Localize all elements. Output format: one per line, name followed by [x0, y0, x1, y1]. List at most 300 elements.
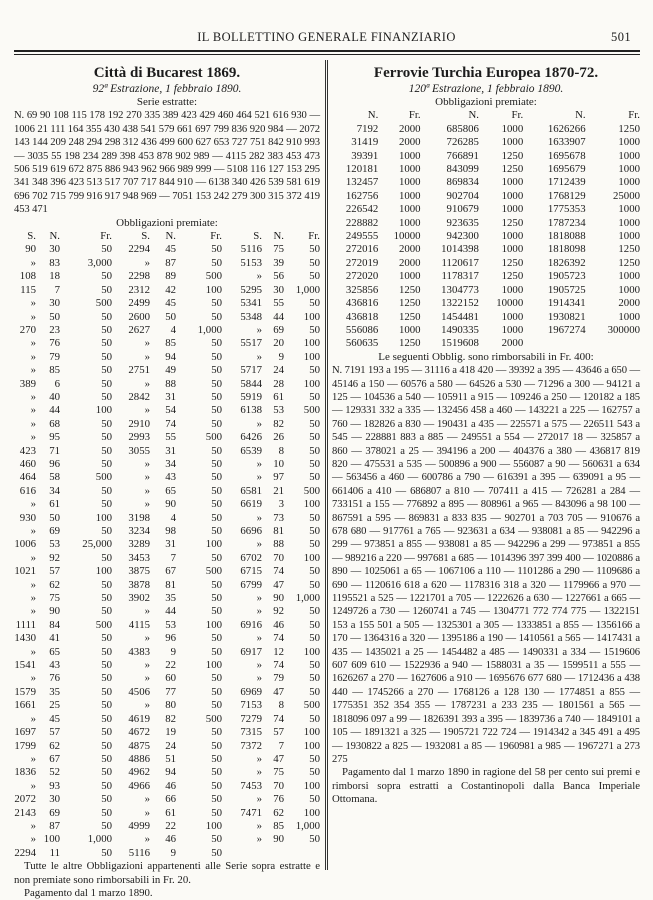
table-cell: 6539 [240, 444, 262, 457]
table-cell: 100 [205, 538, 222, 551]
table-cell: » [30, 712, 36, 725]
table-cell: » [30, 390, 36, 403]
table-row [332, 311, 640, 324]
table-cell: 90 [273, 833, 284, 846]
table-cell: 43 [165, 471, 176, 484]
table-cell: 31419 [351, 136, 379, 149]
table-cell: 500 [303, 484, 320, 497]
table-cell: » [30, 752, 36, 765]
table-cell: 4875 [128, 739, 150, 752]
table-cell: 1120617 [441, 256, 479, 269]
table-cell: » [30, 833, 36, 846]
table-row [332, 243, 640, 256]
table-cell: » [144, 471, 150, 484]
table-cell: 1000 [618, 310, 640, 323]
table-cell: 73 [273, 511, 284, 524]
table-cell: 55 [273, 297, 284, 310]
table-cell: 1000 [398, 203, 421, 216]
table-cell: 53 [49, 538, 60, 551]
table-cell: 100 [303, 645, 320, 658]
table-cell: 3878 [128, 578, 150, 591]
table-cell: 5153 [240, 256, 262, 269]
table-cell: 74 [273, 659, 284, 672]
table-cell: » [30, 498, 36, 511]
table-cell: » [256, 417, 262, 430]
table-cell: 1541 [14, 659, 36, 672]
table-cell: » [256, 659, 262, 672]
table-row [14, 753, 320, 766]
table-cell: 50 [211, 457, 222, 470]
table-cell: 226542 [345, 203, 379, 216]
table-row [14, 740, 320, 753]
right-prizes-label: Obbligazioni premiate: [435, 96, 537, 108]
table-cell: 50 [211, 484, 222, 497]
table-cell: 47 [273, 578, 284, 591]
table-cell: 50 [211, 739, 222, 752]
table-cell: 69 [49, 525, 60, 537]
table-cell: 50 [101, 779, 112, 792]
table-cell: 6702 [240, 551, 262, 564]
table-cell: 50 [101, 551, 112, 564]
table-cell: 50 [101, 739, 112, 752]
table-cell: 30 [273, 283, 284, 296]
left-table-header [14, 230, 320, 243]
table-cell: 3289 [128, 538, 150, 551]
table-cell: 1775353 [547, 203, 586, 216]
table-row [332, 176, 640, 189]
table-cell: 2000 [398, 122, 421, 135]
table-cell: 50 [211, 337, 222, 350]
table-cell: 228882 [345, 216, 379, 229]
table-cell: 50 [211, 525, 222, 537]
table-row [14, 605, 320, 618]
table-cell: 50 [101, 846, 112, 859]
table-cell: 1250 [501, 270, 524, 283]
table-cell: 70 [273, 779, 284, 792]
right-footer-note: Pagamento dal 1 marzo 1890 in ragione del 58 per cento sui premi e rimborsi sopra estratti a Costantinopoli dalla Banca Imperiale Ottomana. [332, 766, 640, 806]
table-cell: » [256, 538, 262, 551]
table-cell: 65 [165, 484, 176, 497]
table-cell: 100 [95, 404, 112, 417]
table-cell: 50 [101, 726, 112, 739]
table-cell: 9 [170, 645, 176, 658]
table-cell: » [144, 672, 150, 685]
table-cell: 93 [49, 779, 60, 792]
table-cell: 500 [205, 712, 222, 725]
table-cell: 87 [165, 256, 176, 269]
table-cell: 1000 [501, 189, 524, 202]
table-cell: 100 [303, 779, 320, 792]
table-cell: 90 [273, 592, 284, 605]
table-cell: 50 [309, 457, 320, 470]
table-cell: 7 [170, 551, 176, 564]
table-cell: 1430 [14, 632, 36, 645]
table-cell: 6138 [240, 404, 262, 417]
table-cell: 869834 [446, 176, 479, 189]
table-row [14, 592, 320, 605]
table-cell: 1,000 [295, 592, 320, 605]
table-cell: 1000 [398, 189, 421, 202]
right-col-header: N. [367, 109, 379, 122]
table-cell: 31 [165, 538, 176, 551]
table-cell: 50 [309, 243, 320, 256]
left-col-header: N. [165, 230, 176, 243]
table-row [332, 163, 640, 176]
table-cell: 5717 [240, 364, 262, 377]
table-cell: 1000 [501, 176, 524, 189]
series-label: Serie estratte: [136, 96, 198, 108]
table-cell: 726285 [446, 136, 479, 149]
left-col-header: N. [273, 230, 284, 243]
table-row [14, 713, 320, 726]
table-cell: 61 [273, 390, 284, 403]
table-cell: 42 [165, 283, 176, 296]
table-cell: 50 [101, 337, 112, 350]
table-cell: 83 [49, 256, 60, 269]
table-cell: » [30, 672, 36, 685]
table-cell: 1250 [398, 337, 421, 350]
table-cell: 24 [165, 739, 176, 752]
table-cell: 4672 [128, 726, 150, 739]
table-cell: 74 [165, 417, 176, 430]
table-cell: 50 [101, 390, 112, 403]
table-cell: 47 [273, 752, 284, 765]
table-cell: 1250 [398, 310, 421, 323]
table-cell: » [256, 605, 262, 618]
table-cell: 50 [309, 766, 320, 779]
table-cell: 1000 [501, 122, 524, 135]
table-cell: 50 [101, 457, 112, 470]
table-cell: 65 [49, 645, 60, 658]
table-cell: 3234 [128, 525, 150, 537]
table-cell: 50 [309, 578, 320, 591]
table-cell: 50 [101, 685, 112, 698]
table-row [14, 699, 320, 712]
page-header [0, 30, 653, 48]
table-row [14, 364, 320, 377]
table-cell: 3055 [128, 444, 150, 457]
table-cell: 50 [101, 645, 112, 658]
table-cell: » [256, 766, 262, 779]
left-col-header: N. [49, 230, 60, 243]
table-cell: 61 [49, 498, 60, 511]
table-cell: 50 [101, 793, 112, 806]
table-cell: 50 [211, 350, 222, 363]
table-cell: 4966 [128, 779, 150, 792]
table-cell: 923635 [446, 216, 479, 229]
table-row [14, 391, 320, 404]
table-cell: 57 [49, 726, 60, 739]
table-cell: 11 [49, 846, 60, 859]
table-cell: 2294 [128, 243, 150, 256]
table-cell: 120181 [345, 163, 379, 176]
table-cell: 50 [211, 672, 222, 685]
table-cell: 57 [49, 565, 60, 578]
table-cell: 50 [101, 752, 112, 765]
table-cell: » [30, 819, 36, 832]
table-cell: 6 [54, 377, 60, 390]
table-cell: 50 [101, 484, 112, 497]
table-cell: 100 [303, 337, 320, 350]
table-cell: 23 [49, 323, 60, 336]
table-cell: 1000 [501, 310, 524, 323]
table-row [332, 203, 640, 216]
table-cell: 7453 [240, 779, 262, 792]
table-cell [284, 847, 320, 860]
table-cell: 50 [101, 283, 112, 296]
table-cell: 50 [101, 592, 112, 605]
table-cell: 50 [309, 752, 320, 765]
table-cell: 685806 [446, 122, 479, 135]
table-cell: » [30, 551, 36, 564]
table-row [332, 150, 640, 163]
table-cell: 50 [101, 377, 112, 390]
table-cell: 843099 [446, 163, 479, 176]
table-cell: 90 [25, 243, 36, 256]
table-row [14, 646, 320, 659]
table-cell: » [30, 779, 36, 792]
table-cell: 7 [278, 739, 284, 752]
right-table-header [332, 109, 640, 122]
table-cell: 50 [309, 444, 320, 457]
table-cell: 100 [43, 833, 60, 846]
table-cell: 50 [101, 323, 112, 336]
table-cell: 1250 [618, 256, 640, 269]
table-cell: 2627 [128, 323, 150, 336]
table-cell: 50 [211, 551, 222, 564]
table-cell: » [30, 256, 36, 269]
table-cell [523, 337, 585, 350]
table-cell: 50 [309, 364, 320, 377]
table-cell: 50 [309, 605, 320, 618]
table-row [14, 485, 320, 498]
table-cell: 1000 [398, 270, 421, 283]
table-cell: 94 [165, 350, 176, 363]
table-row [14, 525, 320, 538]
table-cell: 1695679 [547, 163, 586, 176]
table-cell: 95 [49, 431, 60, 444]
table-row [14, 284, 320, 297]
table-row [332, 230, 640, 243]
table-cell: 62 [273, 806, 284, 819]
table-cell: 2143 [14, 806, 36, 819]
table-cell: 1000 [618, 176, 640, 189]
table-cell: 1579 [14, 685, 36, 698]
table-cell: 76 [49, 672, 60, 685]
table-row [14, 418, 320, 431]
table-row [332, 123, 640, 136]
table-cell: 6426 [240, 431, 262, 444]
table-cell: 25,000 [82, 538, 112, 551]
table-cell: 1250 [618, 122, 640, 135]
table-cell: » [144, 833, 150, 846]
table-cell: » [30, 297, 36, 310]
table-row [332, 297, 640, 310]
table-cell: » [144, 337, 150, 350]
table-cell: 79 [273, 672, 284, 685]
table-cell: 50 [309, 793, 320, 806]
table-cell: 50 [101, 364, 112, 377]
table-cell: 49 [165, 364, 176, 377]
table-cell: 5348 [240, 310, 262, 323]
table-cell: 1626266 [547, 122, 586, 135]
table-cell: 7279 [240, 712, 262, 725]
table-cell: 70 [273, 551, 284, 564]
table-cell: 2600 [128, 310, 150, 323]
table-cell: 12 [273, 645, 284, 658]
table-cell: 132457 [345, 176, 379, 189]
table-row [14, 404, 320, 417]
table-row [14, 619, 320, 632]
table-cell: 26 [273, 431, 284, 444]
table-cell: 50 [101, 498, 112, 511]
table-cell: 50 [211, 605, 222, 618]
table-cell: 39 [273, 256, 284, 269]
table-cell: 41 [49, 632, 60, 645]
table-cell: 1633907 [547, 136, 586, 149]
table-row [14, 257, 320, 270]
table-cell: 2910 [128, 417, 150, 430]
table-cell: 30 [49, 243, 60, 256]
table-cell: » [144, 659, 150, 672]
table-row [14, 337, 320, 350]
table-cell: 930 [19, 511, 36, 524]
table-cell: 50 [309, 297, 320, 310]
table-cell: 1178317 [441, 270, 479, 283]
journal-title: IL BOLLETTINO GENERALE FINANZIARIO [197, 30, 456, 44]
table-cell: 54 [165, 404, 176, 417]
table-cell: 82 [165, 712, 176, 725]
table-cell: 50 [101, 350, 112, 363]
table-cell: » [30, 578, 36, 591]
table-cell: 50 [101, 578, 112, 591]
table-cell: » [256, 592, 262, 605]
table-cell: 69 [273, 323, 284, 336]
table-cell: 1250 [501, 256, 524, 269]
table-cell: 1000 [618, 136, 640, 149]
table-cell: » [30, 310, 36, 323]
table-cell: 1,000 [295, 819, 320, 832]
left-col-header: Fr. [100, 230, 112, 243]
table-cell: 50 [211, 404, 222, 417]
table-cell: » [144, 699, 150, 712]
table-cell: 88 [273, 538, 284, 551]
table-cell [586, 337, 640, 350]
table-cell: 21 [273, 484, 284, 497]
table-cell: 50 [211, 310, 222, 323]
table-cell: 22 [165, 819, 176, 832]
table-cell: » [30, 431, 36, 444]
table-cell: 50 [309, 685, 320, 698]
table-cell: 50 [211, 498, 222, 511]
table-cell: 79 [49, 350, 60, 363]
table-row [14, 780, 320, 793]
table-cell: 50 [101, 672, 112, 685]
left-col-header: S. [27, 230, 36, 243]
table-cell: 4383 [128, 645, 150, 658]
table-cell: 500 [95, 297, 112, 310]
table-row [14, 766, 320, 779]
table-cell: » [144, 457, 150, 470]
table-cell: 1006 [14, 538, 36, 551]
table-cell: 8 [278, 699, 284, 712]
table-cell [262, 847, 284, 860]
table-cell: 6715 [240, 565, 262, 578]
table-cell: 22 [165, 659, 176, 672]
table-cell: 1799 [14, 739, 36, 752]
table-cell: 1000 [398, 216, 421, 229]
table-cell: » [256, 793, 262, 806]
table-cell: 7315 [240, 726, 262, 739]
table-cell: 51 [165, 752, 176, 765]
table-cell: 1,000 [197, 323, 222, 336]
table-cell: 3902 [128, 592, 150, 605]
left-payment-note: Pagamento dal 1 marzo 1890. [24, 886, 153, 899]
table-cell: 60 [165, 672, 176, 685]
table-cell: 45 [165, 243, 176, 256]
table-cell: 100 [303, 377, 320, 390]
table-cell: 50 [211, 364, 222, 377]
table-cell: » [256, 752, 262, 765]
table-cell: 5341 [240, 297, 262, 310]
table-cell: 272019 [345, 256, 379, 269]
table-cell: 272020 [345, 270, 379, 283]
table-cell: 100 [303, 498, 320, 511]
table-cell: 85 [273, 819, 284, 832]
table-row [14, 378, 320, 391]
table-cell: 50 [211, 297, 222, 310]
left-col-header: S. [141, 230, 150, 243]
table-row [14, 297, 320, 310]
table-row [14, 351, 320, 364]
table-cell: 96 [49, 457, 60, 470]
table-row [332, 257, 640, 270]
table-cell: 1000 [618, 149, 640, 162]
table-cell: 67 [49, 752, 60, 765]
table-cell: 460 [19, 457, 36, 470]
table-cell: 100 [303, 739, 320, 752]
table-cell: 942300 [446, 230, 479, 243]
table-cell: 56 [273, 270, 284, 283]
table-cell: 1914341 [547, 297, 586, 310]
table-row [14, 672, 320, 685]
table-cell: 5116 [240, 243, 262, 256]
right-prize-table [332, 109, 640, 350]
table-cell: 76 [49, 337, 60, 350]
table-cell: 1250 [618, 243, 640, 256]
table-cell: 1787234 [547, 216, 586, 229]
table-cell: 560635 [345, 337, 379, 350]
table-cell: 902704 [446, 189, 479, 202]
right-col-header: N. [468, 109, 479, 122]
table-cell: 34 [165, 457, 176, 470]
table-cell: 162756 [345, 189, 379, 202]
table-cell: 1826392 [547, 256, 586, 269]
table-cell: 50 [309, 565, 320, 578]
table-cell: 1000 [618, 283, 640, 296]
table-cell: 19 [165, 726, 176, 739]
table-cell: 500 [95, 471, 112, 484]
left-prizes-label: Obbligazioni premiate: [116, 216, 218, 229]
table-cell: 7372 [240, 739, 262, 752]
table-cell: 1,000 [295, 283, 320, 296]
table-cell: 50 [101, 659, 112, 672]
table-cell: 82 [273, 417, 284, 430]
table-cell: 53 [165, 618, 176, 631]
table-cell: 50 [309, 431, 320, 444]
table-cell: 910679 [446, 203, 479, 216]
table-cell: 1697 [14, 726, 36, 739]
